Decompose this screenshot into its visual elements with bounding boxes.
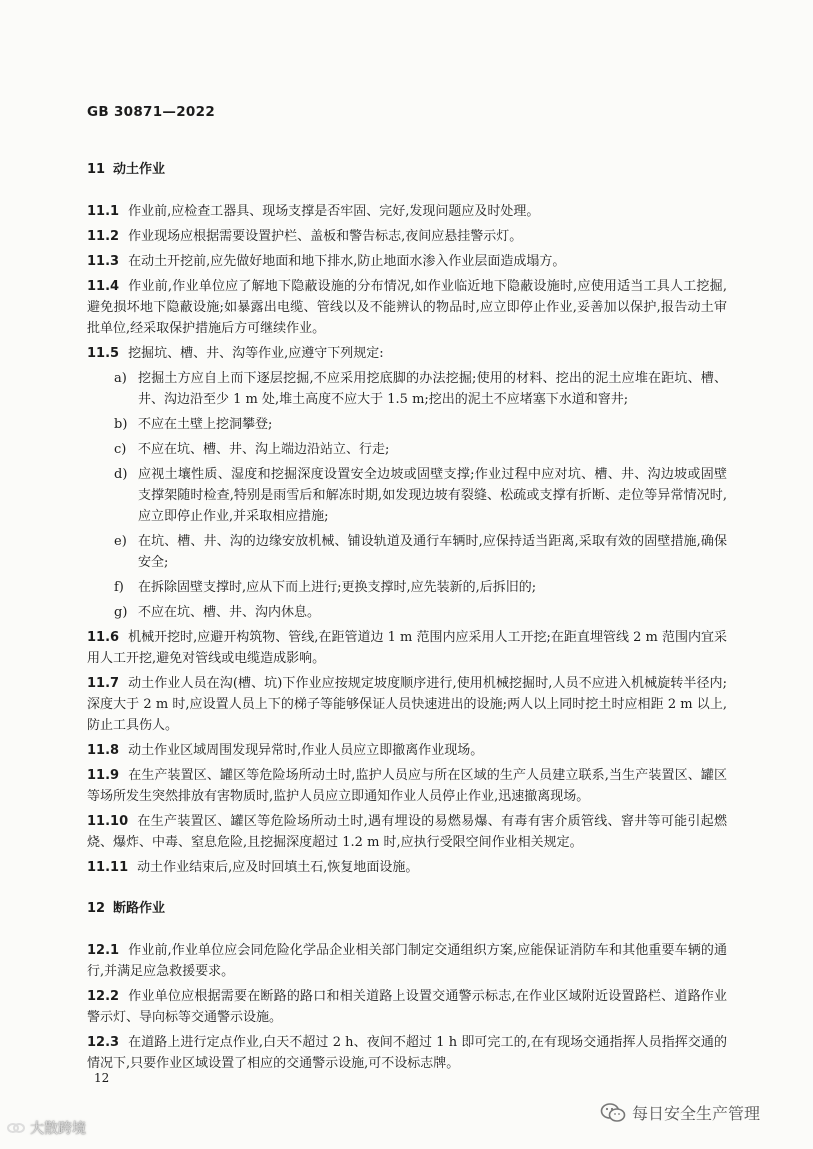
clause-text: 挖掘坑、槽、井、沟等作业,应遵守下列规定:: [128, 346, 384, 361]
list-item-f: [87, 577, 727, 598]
clause-number: 11.5: [87, 346, 120, 361]
standard-number: GB 30871—2022: [87, 104, 216, 120]
clause-text: 机械开挖时,应避开构筑物、管线,在距管道边 1 m 范围内应采用人工开挖;在距直埋管线 2 m 范围内宜采用人工开挖,避免对管线或电缆造成影响。: [87, 630, 727, 666]
wechat-icon: [600, 1102, 626, 1124]
clause-11-11: [87, 857, 727, 878]
clause-text: 作业单位应根据需要在断路的路口和相关道路上设置交通警示标志,在作业区域附近设置路栏、道路作业警示灯、导向标等交通警示设施。: [87, 989, 727, 1025]
section-heading: 动土作业: [113, 162, 166, 177]
clause-11-2: [87, 226, 727, 247]
clause-11-9: [87, 765, 727, 807]
list-item-text: 不应在坑、槽、井、沟内休息。: [138, 605, 321, 620]
clause-11-6: [87, 627, 727, 669]
clause-number: 11.1: [87, 204, 120, 219]
list-marker: c): [114, 442, 127, 457]
list-item-a: [87, 368, 727, 410]
section-number: 11: [87, 162, 106, 177]
clause-text: 动土作业结束后,应及时回填土石,恢复地面设施。: [137, 860, 419, 875]
clause-text: 在生产装置区、罐区等危险场所动土时,监护人员应与所在区域的生产人员建立联系,当生产装置区、罐区等场所发生突然排放有害物质时,监护人员应立即通知作业人员停止作业,迅速撤离现场。: [87, 768, 727, 804]
link-icon: [6, 1120, 26, 1136]
list-item-text: 挖掘土方应自上而下逐层挖掘,不应采用挖底脚的办法挖掘;使用的材料、挖出的泥土应堆在距坑、槽、井、沟边沿至少 1 m 处,堆土高度不应大于 1.5 m;挖出的泥土不应堵塞下水道和窨井;: [138, 371, 727, 407]
clause-11-1: [87, 201, 727, 222]
clause-number: 12.2: [87, 989, 120, 1004]
clause-number: 11.4: [87, 279, 120, 294]
clause-11-7: [87, 673, 727, 736]
clause-text: 在道路上进行定点作业,白天不超过 2 h、夜间不超过 1 h 即可完工的,在有现场交通指挥人员指挥交通的情况下,只要作业区域设置了相应的交通警示设施,可不设标志牌。: [87, 1035, 727, 1071]
clause-text: 在动土开挖前,应先做好地面和地下排水,防止地面水渗入作业层面造成塌方。: [128, 254, 566, 269]
list-item-text: 应视土壤性质、湿度和挖掘深度设置安全边坡或固壁支撑;作业过程中应对坑、槽、井、沟边坡或固壁支撑架随时检查,特别是雨雪后和解冻时期,如发现边坡有裂缝、松疏或支撑有折断、走位等异常情况时,应立即停止作业,并采取相应措施;: [138, 467, 727, 524]
clause-text: 作业现场应根据需要设置护栏、盖板和警告标志,夜间应悬挂警示灯。: [128, 229, 523, 244]
page-number: 12: [94, 1071, 110, 1085]
list-marker: a): [114, 371, 127, 386]
clause-11-10: [87, 811, 727, 853]
clause-number: 11.10: [87, 814, 129, 829]
clause-12-2: [87, 986, 727, 1028]
list-item-d: [87, 464, 727, 527]
list-item-b: [87, 414, 727, 435]
list-item-text: 在坑、槽、井、沟的边缘安放机械、铺设轨道及通行车辆时,应保持适当距离,采取有效的固壁措施,确保安全;: [138, 534, 727, 570]
list-marker: f): [114, 580, 124, 595]
list-item-text: 不应在坑、槽、井、沟上端边沿站立、行走;: [138, 442, 390, 457]
clause-11-5: [87, 343, 727, 364]
list-item-c: [87, 439, 727, 460]
clause-number: 12.3: [87, 1035, 120, 1050]
clause-12-1: [87, 940, 727, 982]
clause-text: 作业前,作业单位应了解地下隐蔽设施的分布情况,如作业临近地下隐蔽设施时,应使用适当工具人工挖掘,避免损坏地下隐蔽设施;如暴露出电缆、管线以及不能辨认的物品时,应立即停止作业,妥善加以保护,报告动土审批单位,经采取保护措施后方可继续作业。: [87, 279, 727, 336]
document-body: [87, 160, 727, 1074]
clause-number: 12.1: [87, 943, 120, 958]
list-item-e: [87, 531, 727, 573]
clause-number: 11.2: [87, 229, 120, 244]
section-heading: 断路作业: [113, 901, 166, 916]
clause-12-3: [87, 1032, 727, 1074]
watermark-right: [600, 1101, 760, 1124]
watermark-left: [6, 1118, 86, 1138]
clause-number: 11.3: [87, 254, 120, 269]
section-number: 12: [87, 901, 106, 916]
clause-11-3: [87, 251, 727, 272]
clause-number: 11.8: [87, 743, 120, 758]
clause-11-8: [87, 740, 727, 761]
section-title-11: [87, 160, 727, 180]
list-item-text: 在拆除固壁支撑时,应从下而上进行;更换支撑时,应先装新的,后拆旧的;: [138, 580, 537, 595]
list-marker: d): [114, 467, 128, 482]
clause-number: 11.9: [87, 768, 120, 783]
clause-text: 在生产装置区、罐区等危险场所动土时,遇有埋设的易燃易爆、有毒有害介质管线、窨井等可能引起燃烧、爆炸、中毒、窒息危险,且挖掘深度超过 1.2 m 时,应执行受限空间作业相关规定。: [87, 814, 727, 850]
clause-11-4: [87, 276, 727, 339]
list-marker: g): [114, 605, 128, 620]
clause-text: 作业前,作业单位应会同危险化学品企业相关部门制定交通组织方案,应能保证消防车和其他重要车辆的通行,并满足应急救援要求。: [87, 943, 727, 979]
clause-text: 动土作业区域周围发现异常时,作业人员应立即撤离作业现场。: [128, 743, 484, 758]
list-marker: b): [114, 417, 128, 432]
watermark-right-text: 每日安全生产管理: [632, 1104, 761, 1123]
clause-number: 11.11: [87, 860, 129, 875]
clause-text: 作业前,应检查工器具、现场支撑是否牢固、完好,发现问题应及时处理。: [128, 204, 540, 219]
watermark-left-text: 大散跨境: [30, 1121, 86, 1137]
clause-number: 11.7: [87, 676, 120, 691]
clause-text: 动土作业人员在沟(槽、坑)下作业应按规定坡度顺序进行,使用机械挖掘时,人员不应进入机械旋转半径内;深度大于 2 m 时,应设置人员上下的梯子等能够保证人员快速进出的设施;两人以上同时挖土时应相距 2 m 以上,防止工具伤人。: [87, 676, 727, 733]
section-title-12: [87, 899, 727, 919]
list-item-text: 不应在土壁上挖洞攀登;: [138, 417, 273, 432]
list-marker: e): [114, 534, 127, 549]
clause-number: 11.6: [87, 630, 120, 645]
list-item-g: [87, 602, 727, 623]
